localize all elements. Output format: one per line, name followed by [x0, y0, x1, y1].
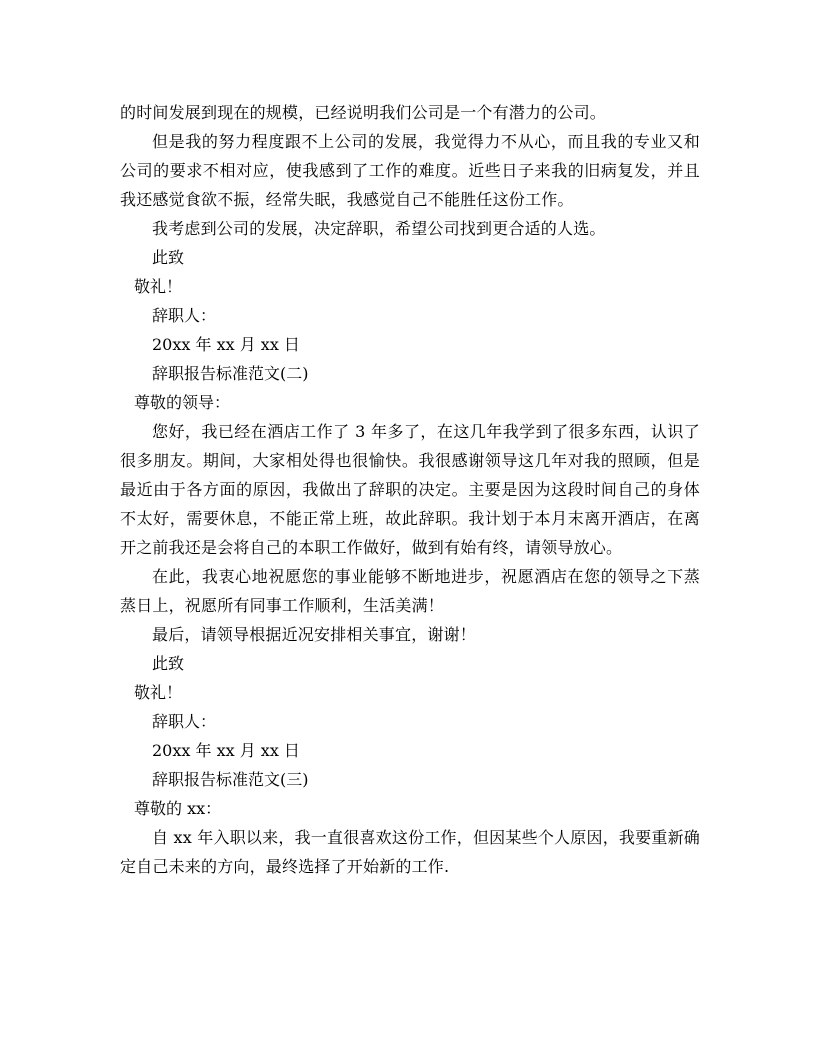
closing-jingli-2: 敬礼！	[134, 683, 183, 702]
paragraph-4: 您好，我已经在酒店工作了 3 年多了，在这几年我学到了很多东西，认识了很多朋友。期间，大家相处得也很愉快。我很感谢领导这几年对我的照顾，但是最近由于各方面的原因，我做出了辞职的决定。主要是因为这段时间自己的身体不太好，需要休息，不能正常上班，故此辞职。我计划于本月末离开酒店，在离开之前我还是会将自己的本职工作做好，做到有始有终，请领导放心。	[120, 422, 700, 557]
closing-cizhi-2: 此致	[152, 654, 185, 673]
section-heading-3: 辞职报告标准范文(三)	[152, 770, 309, 789]
salutation-3: 尊敬的 xx：	[134, 799, 222, 818]
paragraph-2: 但是我的努力程度跟不上公司的发展，我觉得力不从心，而且我的专业又和公司的要求不相对应，使我感到了工作的难度。近些日子来我的旧病复发，并且我还感觉食欲不振，经常失眠，我感觉自己不能胜任这份工作。	[120, 132, 700, 209]
signature-label-2: 辞职人：	[152, 712, 217, 731]
closing-jingli-1: 敬礼！	[134, 277, 183, 296]
paragraph-6: 最后，请领导根据近况安排相关事宜，谢谢！	[152, 625, 477, 644]
document-body	[120, 98, 700, 881]
salutation-2: 尊敬的领导：	[134, 393, 231, 412]
paragraph-3: 我考虑到公司的发展，决定辞职，希望公司找到更合适的人选。	[152, 219, 606, 238]
paragraph-5: 在此，我衷心地祝愿您的事业能够不断地进步，祝愿酒店在您的领导之下蒸蒸日上，祝愿所有同事工作顺利，生活美满！	[120, 567, 700, 615]
date-line-2: 20xx 年 xx 月 xx 日	[152, 741, 300, 760]
paragraph-7: 自 xx 年入职以来，我一直很喜欢这份工作，但因某些个人原因，我要重新确定自己未来的方向，最终选择了开始新的工作.	[120, 828, 700, 876]
closing-cizhi-1: 此致	[152, 248, 185, 267]
paragraph-1: 的时间发展到现在的规模，已经说明我们公司是一个有潜力的公司。	[120, 103, 607, 122]
section-heading-2: 辞职报告标准范文(二)	[152, 364, 309, 383]
date-line-1: 20xx 年 xx 月 xx 日	[152, 335, 300, 354]
signature-label-1: 辞职人：	[152, 306, 217, 325]
